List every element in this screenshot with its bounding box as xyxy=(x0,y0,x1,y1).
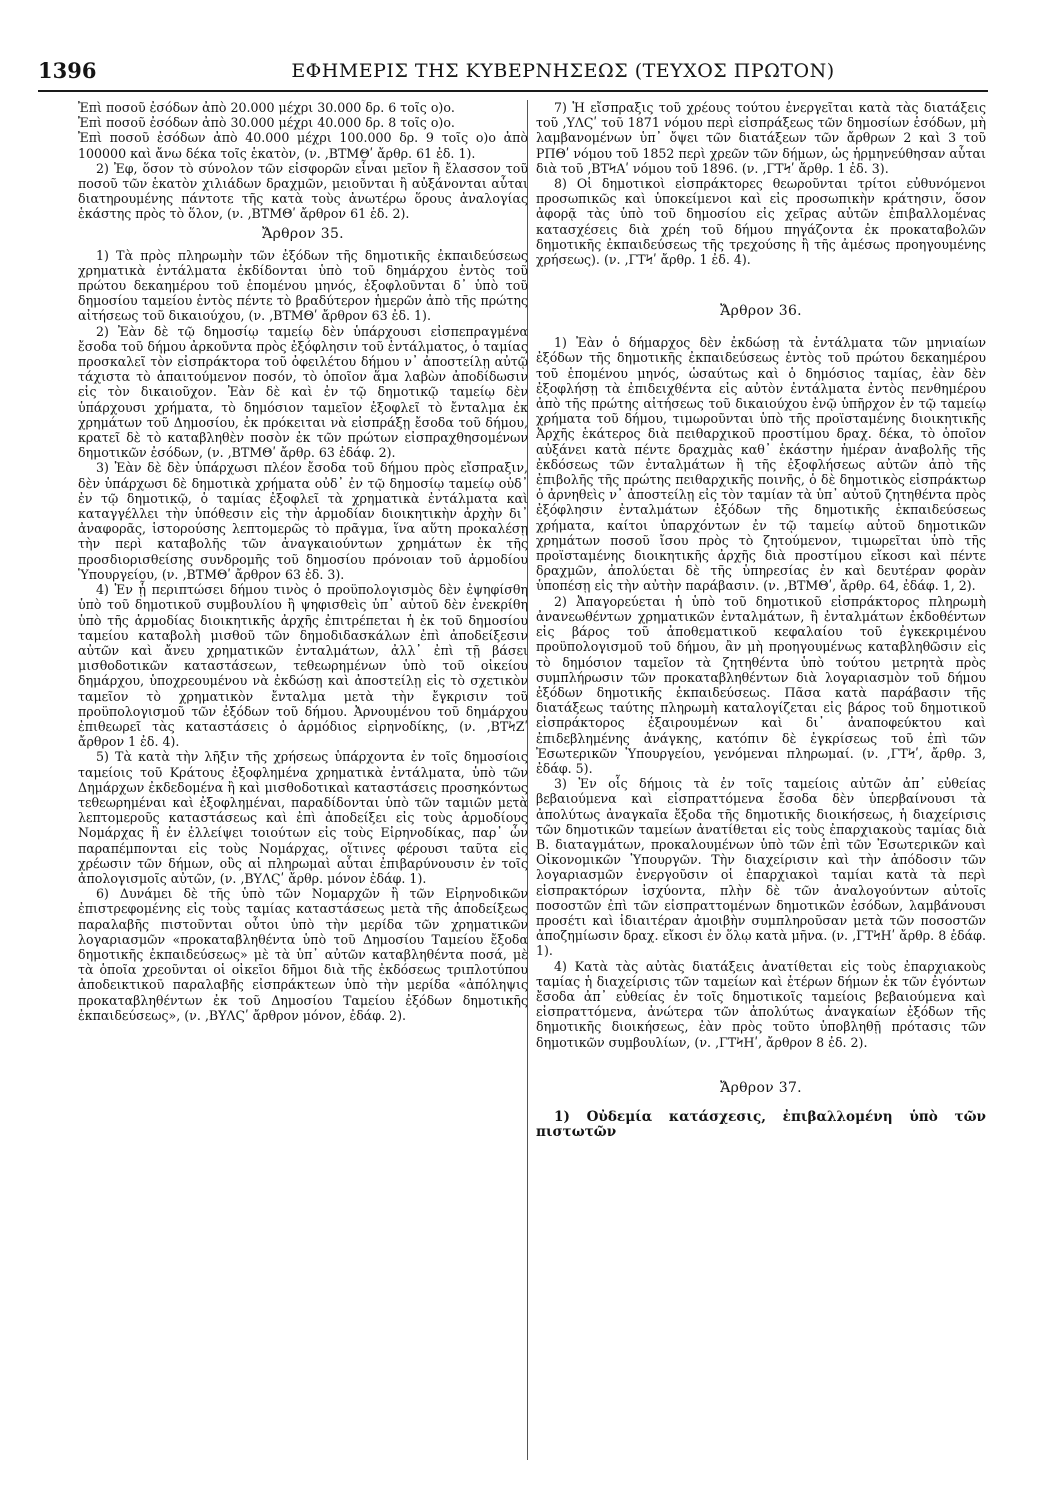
page-header xyxy=(38,48,988,92)
paragraph: Ἐπὶ ποσοῦ ἐσόδων ἀπὸ 20.000 μέχρι 30.000 δρ. 6 τοῖς ο)ο. xyxy=(78,100,455,115)
paragraph: 8) Οἱ δημοτικοὶ εἰσπράκτορες θεωροῦνται τρίτοι εὐθυνόμενοι προσωπικῶς καὶ ὑποκείμενοι καὶ εἰς προσωπικὴν κράτησιν, ὅσον ἀφορᾷ τὰς ὑπὸ τοῦ δημοσίου εἰς χεῖρας αὐτῶν ἐπιβαλλομένας κατασχέσεις διὰ χρέη τοῦ δήμου πηγάζοντα ἐκ προκαταβολῶν δημοτικῆς ἐκπαιδεύσεως τῆς τρεχούσης ἢ τῆς ἀμέσως προηγουμένης χρήσεως). (ν. ‚ΓΤϞʹ ἄρθρ. 1 ἐδ. 4). xyxy=(536,176,986,268)
article-37-heading: Ἄρθρον 37. xyxy=(720,1079,802,1096)
right-column xyxy=(536,100,986,1470)
paragraph: 1) Ἐὰν ὁ δήμαρχος δὲν ἐκδώσῃ τὰ ἐντάλματα τῶν μηνιαίων ἐξόδων τῆς δημοτικῆς ἐκπαιδεύσεως ἐντὸς τοῦ πρώτου δεκαημέρου τοῦ ἑπομένου μηνός, ὡσαύτως καὶ ὁ δημόσιος ταμίας, ἐὰν δὲν ἐξοφλήσῃ τὰ ἐπιδειχθέντα εἰς αὐτὸν ἐντάλματα ἐντὸς πενθημέρου ἀπὸ τῆς πρώτης αἰτήσεως τοῦ δικαιούχου ἐνῷ ὑπῆρχον ἐν τῷ ταμείῳ χρήματα τοῦ δήμου, τιμωροῦνται ὑπὸ τῆς προϊσταμένης διοικητικῆς Ἀρχῆς ἑκάτερος διὰ πειθαρχικοῦ προστίμου δραχ. δέκα, τὸ ὁποῖον αὐξάνει κατὰ πέντε δραχμὰς καθ᾽ ἑκάστην ἡμέραν ἀναβολῆς τῆς ἐκδόσεως τῶν ἐνταλμάτων ἢ τῆς ἐξοφλήσεως αὐτῶν ἀπὸ τῆς ἐπιβολῆς τῆς πρώτης πειθαρχικῆς ποινῆς, ὁ δὲ δημοτικὸς εἰσπράκτωρ ὁ ἀρνηθεὶς ν᾽ ἀποστείλῃ εἰς τὸν ταμίαν τὰ ὑπ᾽ αὐτοῦ ζητηθέντα πρὸς ἐξόφλησιν ἐνταλμάτων ἐξόδων τῆς δημοτικῆς ἐκπαιδεύσεως χρήματα, καίτοι ὑπαρχόντων ἐν τῷ ταμείῳ αὐτοῦ δημοτικῶν χρημάτων ποσοῦ ἴσου πρὸς τὸ ζητούμενον, τιμωρεῖται ὑπὸ τῆς προϊσταμένης διοικητικῆς ἀρχῆς διὰ προστίμου εἴκοσι καὶ πέντε δραχμῶν, ἀπολύεται δὲ τῆς ὑπηρεσίας ἐν καὶ δευτέραν φορὰν ὑποπέσῃ εἰς τὴν αὐτὴν παράβασιν. (ν. ‚ΒΤΜΘʹ, ἄρθρ. 64, ἐδάφ. 1, 2). xyxy=(536,335,986,594)
paragraph: 1) Τὰ πρὸς πληρωμὴν τῶν ἐξόδων τῆς δημοτικῆς ἐκπαιδεύσεως χρηματικὰ ἐντάλματα ἐκδίδονται ὑπὸ τοῦ δημάρχου ἐντὸς τοῦ πρώτου δεκαημέρου τοῦ ἑπομένου μηνός, ἐξοφλοῦνται δ᾽ ὑπὸ τοῦ δημοσίου ταμείου ἐντὸς πέντε τὸ βραδύτερον ἡμερῶν ἀπὸ τῆς πρώτης αἰτήσεως τοῦ δικαιούχου, (ν. ‚ΒΤΜΘʹ ἄρθρον 63 ἐδ. 1). xyxy=(78,247,528,324)
article-36-heading: Ἄρθρον 36. xyxy=(720,303,802,320)
paragraph: 2) Ἐὰν δὲ τῷ δημοσίῳ ταμείῳ δὲν ὑπάρχουσι εἰσπεπραγμένα ἔσοδα τοῦ δήμου ἀρκοῦντα πρὸς ἐξόφλησιν τοῦ ἐντάλματος, ὁ ταμίας προσκαλεῖ τὸν εἰσπράκτορα τοῦ ὀφειλέτου δήμου ν᾽ ἀποστείλῃ αὐτῷ τάχιστα τὸ ἀπαιτούμενον ποσόν, τὸ ὁποῖον ἅμα λαβὼν ἀποδίδωσιν εἰς τὸν δικαιοῦχον. Ἐὰν δὲ καὶ ἐν τῷ δημοτικῷ ταμείῳ δὲν ὑπάρχουσι χρήματα, τὸ δημόσιον ταμεῖον ἐξοφλεῖ τὸ ἔνταλμα ἐκ χρημάτων τοῦ Δημοσίου, ἐκ πρόκειται νὰ εἰσπράξῃ ἔσοδα τοῦ δήμου, κρατεῖ δὲ τὸ καταβληθὲν ποσὸν ἐκ τῶν πρώτων εἰσπραχθησομένων δημοτικῶν ἐσόδων, (ν. ‚ΒΤΜΘʹ ἄρθρ. 63 ἐδάφ. 2). xyxy=(78,323,528,461)
paragraph: Ἐπὶ ποσοῦ ἐσόδων ἀπὸ 30.000 μέχρι 40.000 δρ. 8 τοῖς ο)ο. xyxy=(78,115,455,131)
paragraph: 3) Ἐὰν δὲ δὲν ὑπάρχωσι πλέον ἔσοδα τοῦ δήμου πρὸς εἴσπραξιν, δὲν ὑπάρχωσι δὲ δημοτικὰ χρήματα οὐδ᾽ ἐν τῷ δημοσίῳ ταμείῳ οὐδ᾽ ἐν τῷ δημοτικῷ, ὁ ταμίας ἐξοφλεῖ τὰ χρηματικὰ ἐντάλματα καὶ καταγγέλλει τὴν ὑπόθεσιν εἰς τὴν ἁρμοδίαν διοικητικὴν ἀρχὴν δι᾽ ἀναφορᾶς, ἱστορούσης λεπτομερῶς τὸ πρᾶγμα, ἵνα αὕτη προκαλέσῃ τὴν περὶ καταβολῆς τῶν ἀναγκαιούντων χρημάτων ἐκ τῆς προσδιορισθείσης συνδρομῆς τοῦ δημοσίου πρόνοιαν τοῦ ἁρμοδίου Ὑπουργείου, (ν. ‚ΒΤΜΘʹ ἄρθρον 63 ἐδ. 3). xyxy=(78,460,528,582)
paragraph: 4) Ἐν ᾗ περιπτώσει δήμου τινὸς ὁ προϋπολογισμὸς δὲν ἐψηφίσθη ὑπὸ τοῦ δημοτικοῦ συμβουλίου ἢ ψηφισθεὶς ὑπ᾽ αὐτοῦ δὲν ἐνεκρίθη ὑπὸ τῆς ἁρμοδίας διοικητικῆς ἀρχῆς ἐπιτρέπεται ἡ ἐκ τοῦ δημοσίου ταμείου καταβολὴ μισθοῦ τῶν δημοδιδασκάλων ἐπὶ ἀποδείξεσιν αὐτῶν καὶ ἄνευ χρηματικῶν ἐνταλμάτων, ἀλλ᾽ ἐπὶ τῇ βάσει μισθοδοτικῶν καταστάσεων, τεθεωρημένων ὑπὸ τοῦ οἰκείου δημάρχου, ὑποχρεουμένου νὰ ἐκδώσῃ καὶ ἀποστείλῃ εἰς τὸ σχετικὸν ταμεῖον τὸ χρηματικὸν ἔνταλμα μετὰ τὴν ἔγκρισιν τοῦ προϋπολογισμοῦ τῶν ἐξόδων τοῦ δήμου. Ἀρνουμένου τοῦ δημάρχου ἐπιθεωρεῖ τὰς καταστάσεις ὁ ἁρμόδιος εἰρηνοδίκης, (ν. ‚ΒΤϞΖʹ ἄρθρον 1 ἐδ. 4). xyxy=(78,582,528,750)
left-column xyxy=(78,100,528,1470)
paragraph: 4) Κατὰ τὰς αὐτὰς διατάξεις ἀνατίθεται εἰς τοὺς ἐπαρχιακοὺς ταμίας ἡ διαχείρισις τῶν ταμείων καὶ ἑτέρων δήμων ἐκ τῶν ἐγόντων ἔσοδα ἀπ᾽ εὐθείας ἐν τοῖς δημοτικοῖς ταμείοις βεβαιούμενα καὶ εἰσπραττόμενα, ἀνώτερα τῶν ἀπολύτως ἀναγκαίων ἐξόδων τῆς δημοτικῆς διοικήσεως, ἐὰν πρὸς τοῦτο ὑποβληθῇ πρότασις τῶν δημοτικῶν συμβουλίων, (ν. ‚ΓΤϞΗʹ, ἄρθρον 8 ἐδ. 2). xyxy=(536,958,986,1050)
paragraph: 6) Δυνάμει δὲ τῆς ὑπὸ τῶν Νομαρχῶν ἢ τῶν Εἰρηνοδικῶν ἐπιστρεφομένης εἰς τοὺς ταμίας καταστάσεως μετὰ τῆς ἀποδείξεως παραλαβῆς πιστοῦνται οὗτοι ὑπὸ τὴν μερίδα τῶν χρηματικῶν λογαριασμῶν «προκαταβληθέντα ὑπὸ τοῦ Δημοσίου Ταμείου ἔξοδα δημοτικῆς ἐκπαιδεύσεως» μὲ τὰ ὑπ᾽ αὐτῶν καταβληθέντα ποσά, μὲ τὰ ὁποῖα χρεοῦνται οἱ οἰκεῖοι δῆμοι διὰ τῆς ἐκδόσεως τριπλοτύπου ἀποδεικτικοῦ παραλαβῆς εἰσπράκτεων ὑπὸ τὴν μερίδα «ἀπόληψις προκαταβληθέντων ἐκ τοῦ Δημοσίου Ταμείου ἐξόδων δημοτικῆς ἐκπαιδεύσεως», (ν. ‚ΒΥΛϚʹ ἄρθρον μόνον, ἐδάφ. 2). xyxy=(78,886,528,1023)
paragraph: 5) Τὰ κατὰ τὴν λῆξιν τῆς χρήσεως ὑπάρχοντα ἐν τοῖς δημοσίοις ταμείοις τοῦ Κράτους ἐξοφλημένα χρηματικὰ ἐντάλματα, ὑπὸ τῶν Δημάρχων ἐκδεδομένα ἢ καὶ μισθοδοτικαὶ καταστάσεις προσηκόντως τεθεωρημέναι καὶ ἐξοφλημέναι, παραδίδονται ὑπὸ τῶν ταμιῶν μετὰ λεπτομεροῦς καταστάσεως καὶ ἐπὶ ἀποδείξει εἰς τοὺς ἁρμοδίους Νομάρχας ἢ ἐν ἐλλείψει τοιούτων εἰς τοὺς Εἰρηνοδίκας, παρ᾽ ὧν παραπέμπονται εἰς τοὺς Νομάρχας, οἵτινες φέρουσι ταῦτα εἰς χρέωσιν τῶν δήμων, οὓς αἱ πληρωμαὶ αὗται ἐπιβαρύνουσιν ἐν τοῖς ἀπολογισμοῖς αὐτῶν, (ν. ‚ΒΥΛϚʹ ἄρθρ. μόνον ἐδάφ. 1). xyxy=(78,749,528,886)
paragraph: Ἐπὶ ποσοῦ ἐσόδων ἀπὸ 40.000 μέχρι 100.000 δρ. 9 τοῖς ο)ο ἀπὸ 100000 καὶ ἄνω δέκα τοῖς ἑκατὸν, (ν. ‚ΒΤΜΘʹ ἄρθρ. 61 ἐδ. 1). xyxy=(78,130,528,161)
paragraph: 7) Ἡ εἴσπραξις τοῦ χρέους τούτου ἐνεργεῖται κατὰ τὰς διατάξεις τοῦ ‚ΥΛϚʹ τοῦ 1871 νόμου περὶ εἰσπράξεως τῶν δημοσίων ἐσόδων, μὴ λαμβανομένων ὑπ᾽ ὄψει τῶν διατάξεων τῶν ἄρθρων 2 καὶ 3 τοῦ ΡΠΘʹ νόμου τοῦ 1852 περὶ χρεῶν τῶν δήμων, ὡς ἡρμηνεύθησαν αὗται διὰ τοῦ ‚ΒΤϞΑʹ νόμου τοῦ 1896. (ν. ‚ΓΤϞʹ ἄρθρ. 1 ἐδ. 3). xyxy=(536,100,986,176)
paragraph: 2) Ἐφ, ὅσον τὸ σύνολον τῶν εἰσφορῶν εἶναι μεῖον ἢ ἔλασσον τοῦ ποσοῦ τῶν ἑκατὸν χιλιάδων δραχμῶν, μειοῦνται ἢ αὐξάνονται αὗται διατηρουμένης πάντοτε τῆς κατὰ τοὺς ἀνωτέρω ὅρους ἀναλογίας ἑκάστης πρὸς τὸ ὅλον, (ν. ‚ΒΤΜΘʹ ἄρθρον 61 ἐδ. 2). xyxy=(78,160,528,222)
journal-title: ΕΦΗΜΕΡΙΣ ΤΗΣ ΚΥΒΕΡΝΗΣΕΩΣ (ΤΕΥΧΟΣ ΠΡΩΤΟΝ) xyxy=(291,60,835,82)
paragraph: 3) Ἐν οἷς δήμοις τὰ ἐν τοῖς ταμείοις αὐτῶν ἀπ᾽ εὐθείας βεβαιούμενα καὶ εἰσπραττόμενα ἔσοδα δὲν ὑπερβαίνουσι τὰ ἀπολύτως ἀναγκαῖα ἔξοδα τῆς δημοτικῆς διοικήσεως, ἡ διαχείρισις τῶν δημοτικῶν ταμείων ἀνατίθεται εἰς τοὺς ἐπαρχιακοὺς ταμίας διὰ Β. διαταγμάτων, προκαλουμένων ὑπὸ τῶν ἐπὶ τῶν Ἐσωτερικῶν καὶ Οἰκονομικῶν Ὑπουργῶν. Τὴν διαχείρισιν καὶ τὴν ἀπόδοσιν τῶν λογαριασμῶν ἐνεργοῦσιν οἱ ἐπαρχιακοὶ ταμίαι κατὰ τὰ περὶ εἰσπρακτόρων ἰσχύοντα, πλὴν δὲ τῶν ἀναλογούντων αὐτοῖς ποσοστῶν ἐπὶ τῶν εἰσπραττομένων δημοτικῶν ἐσόδων, λαμβάνουσι προσέτι καὶ ἰδιαιτέραν ἀμοιβὴν συμπληροῦσαν μετὰ τῶν ποσοστῶν ἀποζημίωσιν δραχ. εἴκοσι ἐν ὅλῳ κατὰ μῆνα. (ν. ‚ΓΤϞΗʹ ἄρθρ. 8 ἐδάφ. 1). xyxy=(536,776,986,959)
page-number: 1396 xyxy=(38,58,97,83)
article-35-heading: Ἄρθρον 35. xyxy=(262,225,344,242)
paragraph: 2) Ἀπαγορεύεται ἡ ὑπὸ τοῦ δημοτικοῦ εἰσπράκτορος πληρωμὴ ἀνανεωθέντων χρηματικῶν ἐνταλμάτων, ἢ ἐνταλμάτων ἐκδοθέντων εἰς βάρος τοῦ ἀποθεματικοῦ κεφαλαίου τοῦ ἐγκεκριμένου προϋπολογισμοῦ τοῦ δήμου, ἂν μὴ προηγουμένως καταβληθῶσιν εἰς τὸ δημόσιον ταμεῖον τὰ ζητηθέντα ὑπὸ τούτου μετρητὰ πρὸς συμπλήρωσιν τῶν προκαταβληθέντων διὰ λογαριασμὸν τοῦ δήμου ἐξόδων δημοτικῆς ἐκπαιδεύσεως. Πᾶσα κατὰ παράβασιν τῆς διατάξεως ταύτης πληρωμὴ καταλογίζεται εἰς βάρος τοῦ δημοτικοῦ εἰσπράκτορος ἐξαιρουμένων καὶ δι᾽ ἀναποφεύκτου καὶ ἐπιδεβλημένης ἀνάγκης, κατόπιν δὲ ἐγκρίσεως τοῦ ἐπὶ τῶν Ἐσωτερικῶν Ὑπουργείου, γενόμεναι πληρωμαί. (ν. ‚ΓΤϞʹ, ἄρθρ. 3, ἐδάφ. 5). xyxy=(536,593,986,776)
paragraph: 1) Οὐδεμία κατάσχεσις, ἐπιβαλλομένη ὑπὸ τῶν πιστωτῶν xyxy=(536,1108,986,1140)
